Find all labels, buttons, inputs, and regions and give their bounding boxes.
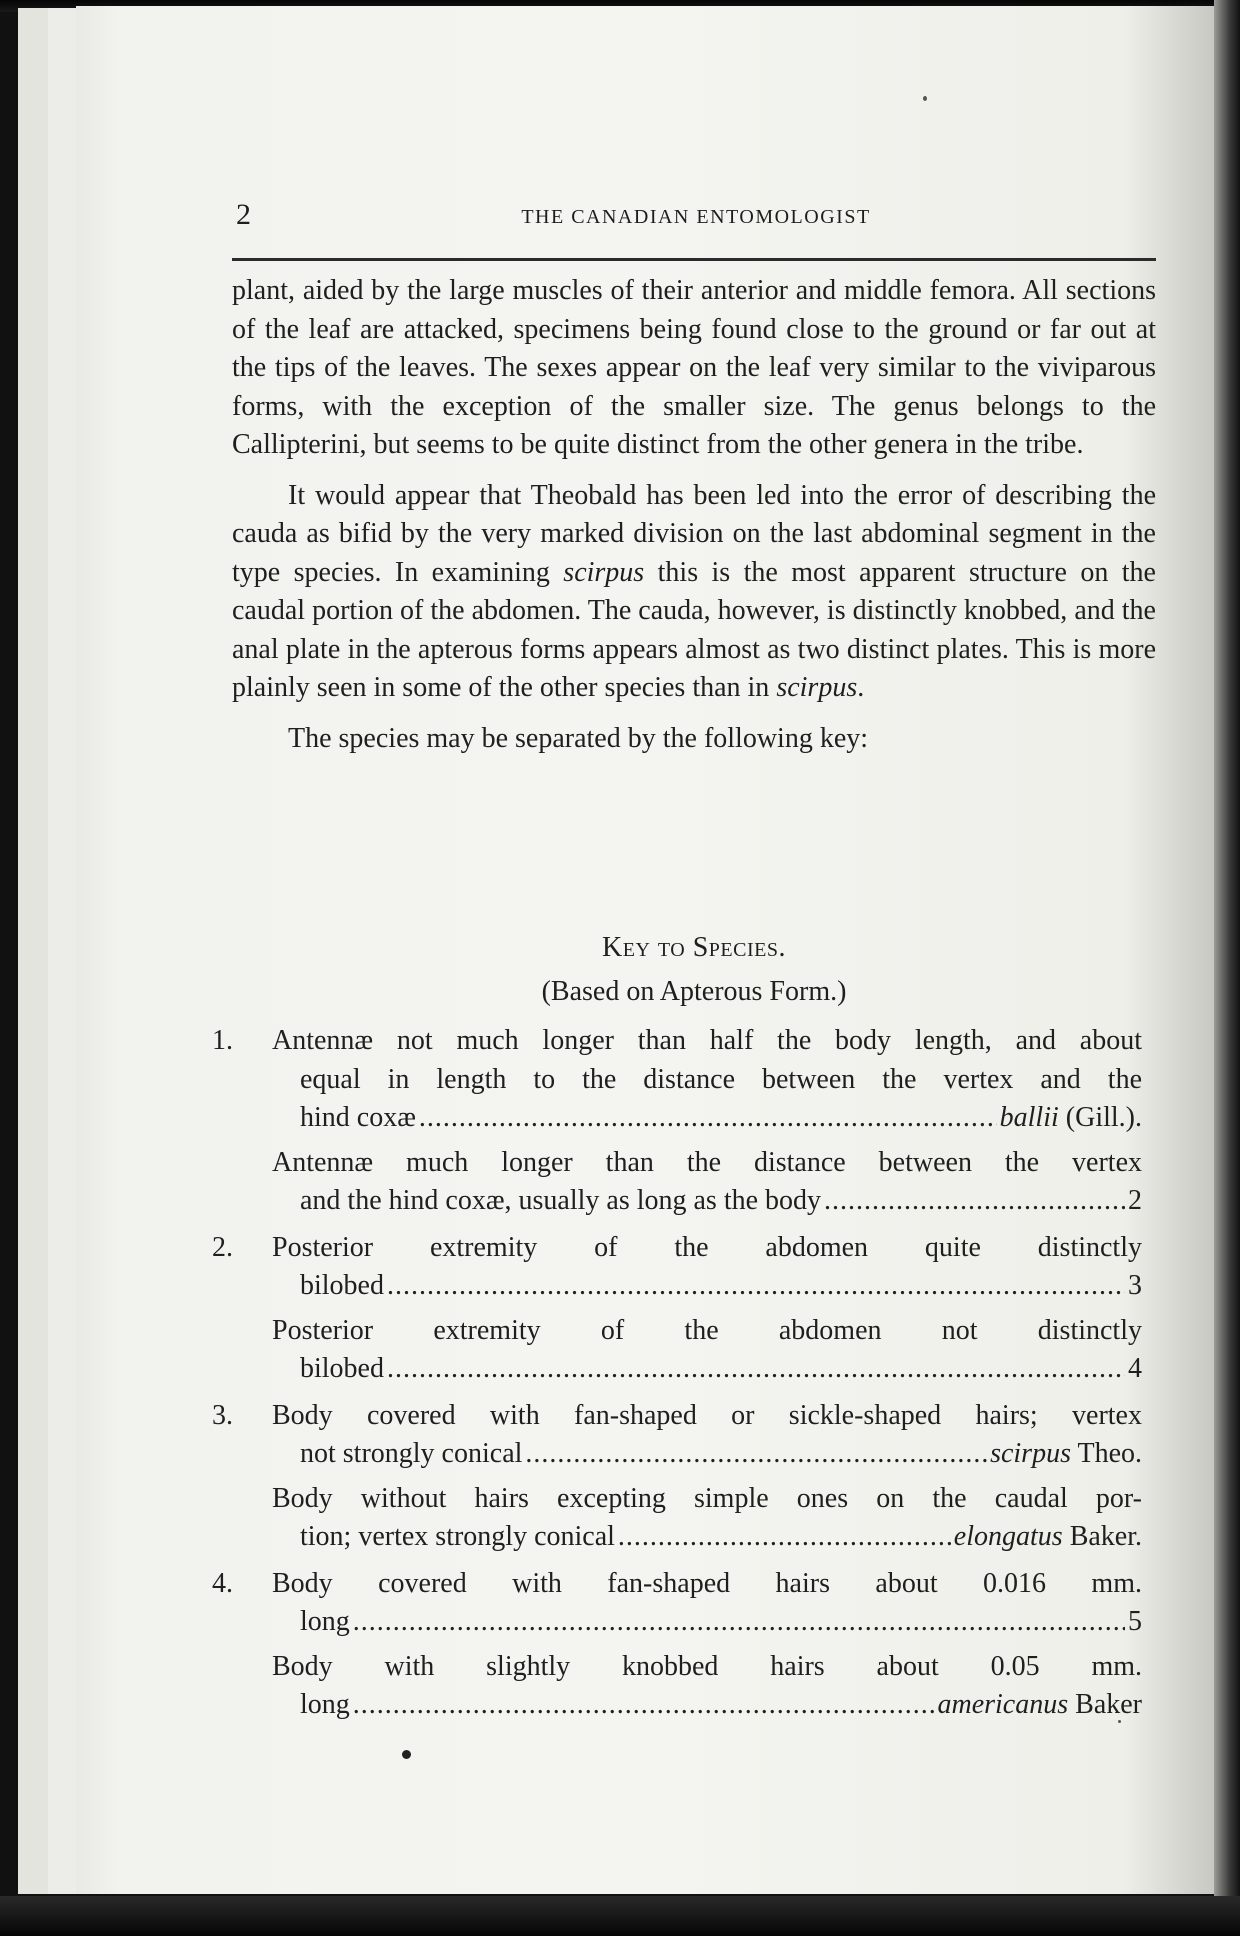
lead-text: not strongly conical [300,1438,523,1469]
lead-final-line [272,1350,1142,1389]
couplet-number: 3. [212,1399,233,1431]
lead-text: equal in length to the distance between the vertex and the [300,1063,1142,1095]
paragraph-text: . [857,672,865,703]
scan-speck [1118,1720,1121,1723]
lead-result [937,1686,1142,1725]
lead-text: long [300,1689,350,1720]
leader-dots [618,1518,951,1557]
lead-text: tion; vertex strongly conical [300,1521,615,1552]
page-number: 2 [236,198,251,231]
lead-text: Body without hairs excepting simple ones on the caudal por- [272,1482,1142,1514]
lead-text: Posterior extremity of the abdomen quite distinctly [272,1231,1142,1263]
lead-text: bilobed [300,1270,384,1301]
species-name: elongatus [953,1521,1063,1552]
header-rule [232,258,1156,261]
lead-final-line [272,1435,1142,1474]
lead-result [1128,1603,1142,1642]
result-text: Theo. [1070,1438,1142,1469]
result-text: 5 [1128,1606,1142,1637]
scan-right-edge [1214,0,1240,1936]
lead-final-line [272,1518,1142,1557]
lead-text: and the hind coxæ, usually as long as the body [300,1185,822,1216]
lead-result [1000,1099,1142,1138]
leader-dots [353,1686,935,1725]
result-text: (Gill.). [1058,1102,1142,1133]
paragraph: plant, aided by the large muscles of their anterior and middle femora. All sections of the leaf are attacked, specimens being found close to the ground or far out at the tips of the leaves. The sexes appear on the leaf very similar to the viviparous forms, with the exception of the smaller size. The genus belongs to the Callipterini, but seems to be quite distinct from the other genera in the tribe. [232,275,1156,460]
lead-final-line [272,1267,1142,1306]
result-text: 2 [1128,1185,1142,1216]
result-text: Baker [1068,1689,1142,1720]
lead-result [954,1518,1142,1557]
species-key [212,1022,1142,1733]
key-lead [212,1480,1142,1557]
key-lead [212,1312,1142,1389]
lead-text: Body with slightly knobbed hairs about 0.05 mm. [272,1650,1142,1682]
species-name: americanus [937,1689,1069,1720]
page-header [236,198,1156,238]
species-name: ballii [999,1102,1059,1133]
key-couplet [212,1397,1142,1557]
key-subtitle: (Based on Apterous Form.) [541,976,847,1007]
paragraph [232,477,1156,708]
leader-dots [824,1182,1125,1221]
leader-dots [419,1099,997,1138]
lead-text: bilobed [300,1353,384,1384]
couplet-number: 2. [212,1231,233,1263]
lead-result [1128,1350,1142,1389]
scan-bottom-edge [0,1896,1240,1936]
lead-text: Antennæ not much longer than half the body length, and about [272,1025,1142,1056]
key-couplet [212,1565,1142,1725]
key-lead [212,1144,1142,1221]
key-title: Key to Species. [602,932,786,963]
species-name: scirpus [776,672,858,703]
lead-text: Antennæ much longer than the distance between the vertex [272,1146,1142,1178]
couplet-number: 1. [212,1025,233,1056]
key-lead [212,1397,1142,1474]
leader-dots [353,1603,1125,1642]
lead-final-line [272,1099,1142,1138]
paragraph-text: It would appear that Theobald has been led into the error of describing the cauda as bifid by the very marked division on the last abdominal segment in the type species. In examining [232,479,1156,588]
print-mark [402,1750,411,1759]
lead-result [1128,1267,1142,1306]
lead-text: Body covered with fan-shaped hairs about 0.016 mm. [272,1567,1142,1599]
lead-result [1128,1182,1142,1221]
result-text: 3 [1128,1270,1142,1301]
key-lead [212,1022,1142,1138]
leader-dots [387,1350,1125,1389]
key-couplet [212,1022,1142,1221]
lead-result [990,1435,1142,1474]
leader-dots [525,1435,987,1474]
leader-dots [387,1267,1125,1306]
couplet-number: 4. [212,1567,233,1599]
body-text [232,272,1156,770]
species-name: scirpus [990,1438,1071,1469]
lead-text: Posterior extremity of the abdomen not distinctly [272,1314,1142,1346]
running-head: THE CANADIAN ENTOMOLOGIST [521,206,871,228]
lead-final-line [272,1686,1142,1725]
key-lead [212,1648,1142,1725]
scan-speck [923,96,927,101]
paragraph-text: this is the most apparent structure on the caudal portion of the abdomen. The cauda, however, is distinctly knobbed, and the anal plate in the apterous forms appears almost as two distinct plates. This is more plainly seen in some of the other species than in [232,556,1156,703]
lead-text: long [300,1606,350,1637]
page-stack-edge [48,8,78,1894]
lead-text: Body covered with fan-shaped or sickle-shaped hairs; vertex [272,1399,1142,1431]
lead-final-line [272,1603,1142,1642]
key-lead [212,1229,1142,1306]
result-text: Baker. [1062,1521,1142,1552]
lead-final-line [272,1182,1142,1221]
key-couplet [212,1229,1142,1389]
lead-text: hind coxæ [300,1102,416,1133]
paragraph: The species may be separated by the following key: [288,722,869,754]
species-name: scirpus [563,556,645,588]
page-stack-edge [18,8,50,1894]
key-lead [212,1565,1142,1642]
result-text: 4 [1128,1353,1142,1384]
